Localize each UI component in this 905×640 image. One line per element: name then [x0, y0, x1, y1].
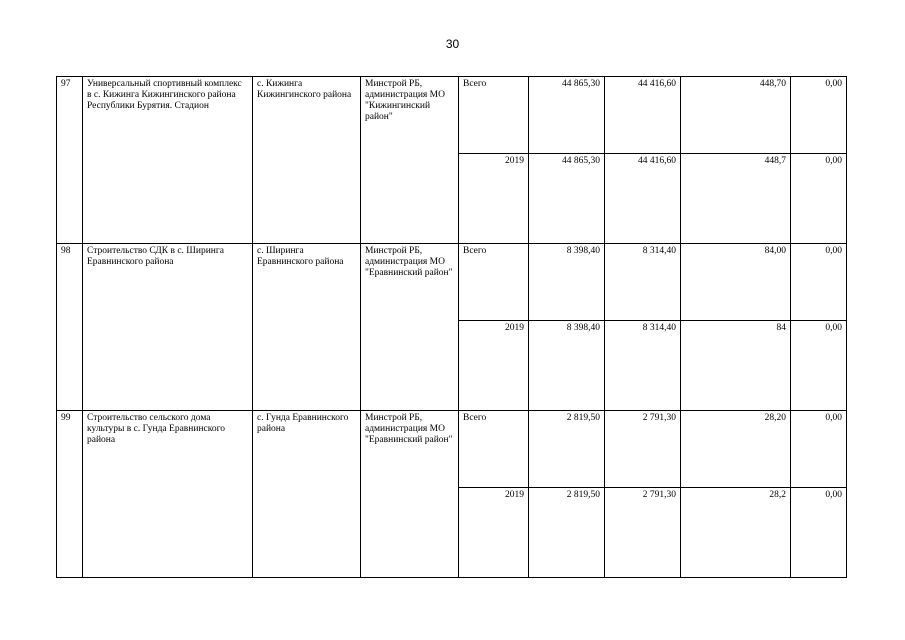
amount-cell: 0,00 — [791, 77, 847, 154]
amount-cell: 2 791,30 — [605, 488, 681, 578]
amount-cell: 8 314,40 — [605, 321, 681, 411]
amount-cell: 0,00 — [791, 321, 847, 411]
amount-cell: 28,2 — [681, 488, 791, 578]
object-customer: Минстрой РБ, администрация МО "Еравнинский район" — [361, 411, 459, 578]
object-customer: Минстрой РБ, администрация МО "Еравнинский район" — [361, 244, 459, 411]
amount-cell: 2 791,30 — [605, 411, 681, 488]
amount-cell: 8 314,40 — [605, 244, 681, 321]
objects-table — [56, 76, 847, 578]
period-cell: 2019 — [459, 321, 529, 411]
table-row — [57, 411, 847, 488]
object-name: Строительство СДК в с. Ширинга Еравнинского района — [83, 244, 253, 411]
period-cell: 2019 — [459, 488, 529, 578]
object-location: с. Кижинга Кижингинского района — [253, 77, 361, 244]
table-row — [57, 77, 847, 154]
object-name: Строительство сельского дома культуры в с. Гунда Еравнинского района — [83, 411, 253, 578]
object-location: с. Гунда Еравнинского района — [253, 411, 361, 578]
page-number: 30 — [445, 37, 460, 51]
object-customer: Минстрой РБ, администрация МО "Кижингинский район" — [361, 77, 459, 244]
amount-cell: 84 — [681, 321, 791, 411]
amount-cell: 448,70 — [681, 77, 791, 154]
row-number: 97 — [57, 77, 83, 244]
total-cell: 44 865,30 — [529, 154, 605, 244]
row-number: 98 — [57, 244, 83, 411]
amount-cell: 28,20 — [681, 411, 791, 488]
total-cell: 8 398,40 — [529, 244, 605, 321]
total-cell: 8 398,40 — [529, 321, 605, 411]
amount-cell: 0,00 — [791, 244, 847, 321]
amount-cell: 44 416,60 — [605, 154, 681, 244]
period-cell: Всего — [459, 77, 529, 154]
amount-cell: 84,00 — [681, 244, 791, 321]
row-number: 99 — [57, 411, 83, 578]
period-cell: Всего — [459, 411, 529, 488]
total-cell: 2 819,50 — [529, 411, 605, 488]
amount-cell: 0,00 — [791, 411, 847, 488]
amount-cell: 0,00 — [791, 154, 847, 244]
object-name: Универсальный спортивный комплекс в с. Кижинга Кижингинского района Республики Бурятия. Стадион — [83, 77, 253, 244]
table-row — [57, 244, 847, 321]
amount-cell: 0,00 — [791, 488, 847, 578]
period-cell: Всего — [459, 244, 529, 321]
object-location: с. Ширинга Еравнинского района — [253, 244, 361, 411]
total-cell: 44 865,30 — [529, 77, 605, 154]
amount-cell: 448,7 — [681, 154, 791, 244]
total-cell: 2 819,50 — [529, 488, 605, 578]
amount-cell: 44 416,60 — [605, 77, 681, 154]
period-cell: 2019 — [459, 154, 529, 244]
